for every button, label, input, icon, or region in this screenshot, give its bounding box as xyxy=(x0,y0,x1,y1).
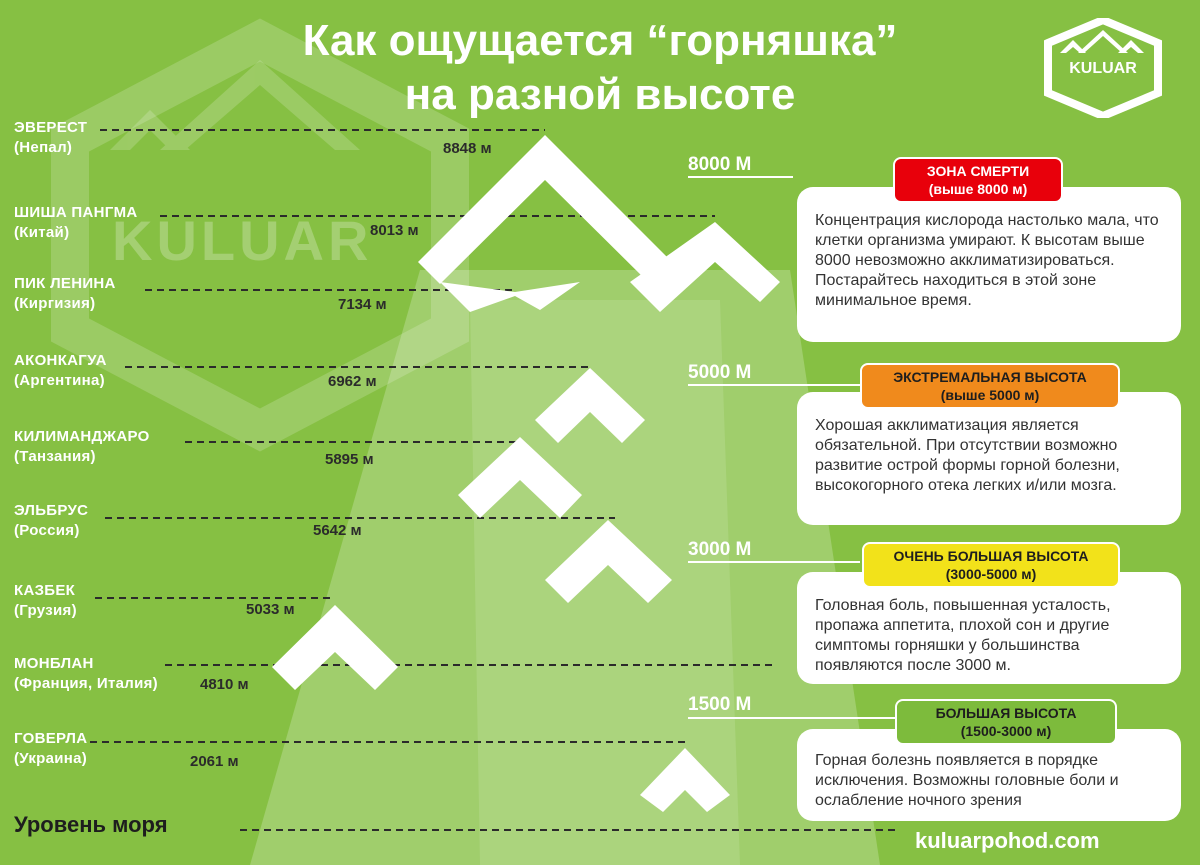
zone-subtitle: (3000-5000 м) xyxy=(945,566,1037,582)
mountain-name: КАЗБЕК xyxy=(14,582,76,599)
mountain-name: ЭВЕРЕСТ xyxy=(14,119,88,136)
mountain-name: КИЛИМАНДЖАРО xyxy=(14,428,150,445)
mountain-country: (Грузия) xyxy=(14,602,77,619)
mountain-country: (Китай) xyxy=(14,224,70,241)
mountain-name: АКОНКАГУА xyxy=(14,352,107,369)
zone-extreme-box: Хорошая акклиматизация является обязательной. При отсутствии возможно развитие острой формы горной болезни, высокогорного отека легких и/или мозга. xyxy=(797,392,1181,525)
mountain-kazbek xyxy=(14,581,77,621)
mountain-country: (Украина) xyxy=(14,750,88,767)
page-title xyxy=(140,14,1060,122)
mountain-height: 6962 м xyxy=(328,373,377,390)
mountain-goverla xyxy=(14,729,87,769)
mountain-everest xyxy=(14,118,87,158)
mountain-name: ЭЛЬБРУС xyxy=(14,502,89,519)
title-line-2: на разной высоте xyxy=(404,70,796,119)
zone-death-header xyxy=(893,157,1063,203)
mountain-country: (Франция, Италия) xyxy=(14,675,158,692)
mountain-country: (Киргизия) xyxy=(14,295,96,312)
mountain-height: 2061 м xyxy=(190,753,239,770)
zone-title: ОЧЕНЬ БОЛЬШАЯ ВЫСОТА xyxy=(893,548,1089,564)
mountain-height: 8848 м xyxy=(443,140,492,157)
zone-title: ЭКСТРЕМАЛЬНАЯ ВЫСОТА xyxy=(893,369,1087,385)
watermark-text: KULUAR xyxy=(112,209,373,272)
scale-1500: 1500 М xyxy=(688,694,752,715)
site-link[interactable]: kuluarpohod.com xyxy=(915,828,1100,853)
title-line-1: Как ощущается “горняшка” xyxy=(302,16,898,65)
mountain-kilimanjaro xyxy=(14,427,150,467)
zone-subtitle: (выше 5000 м) xyxy=(940,387,1040,403)
zone-extreme-header xyxy=(860,363,1120,409)
mountain-aconcagua xyxy=(14,351,107,391)
zone-subtitle: (1500-3000 м) xyxy=(960,723,1052,739)
mountain-lenin-peak xyxy=(14,274,116,314)
sea-level-label: Уровень моря xyxy=(14,812,168,837)
scale-3000: 3000 М xyxy=(688,539,752,560)
mountain-elbrus xyxy=(14,501,88,541)
mountain-country: (Танзания) xyxy=(14,448,96,465)
zone-death-box: Концентрация кислорода настолько мала, что клетки организма умирают. К высотам выше 8000 невозможно акклиматизироваться. Постарайтесь находиться в этой зоне минимальное время. xyxy=(797,187,1181,342)
mountain-name: ШИША ПАНГМА xyxy=(14,204,138,221)
zone-high-header xyxy=(895,699,1117,745)
zone-very-high-box: Головная боль, повышенная усталость, пропажа аппетита, плохой сон и другие симптомы горняшки у большинства появляются после 3000 м. xyxy=(797,572,1181,684)
mountain-height: 5033 м xyxy=(246,601,295,618)
logo-text: KULUAR xyxy=(1069,60,1137,77)
mountain-country: (Россия) xyxy=(14,522,80,539)
zone-title: БОЛЬШАЯ ВЫСОТА xyxy=(935,705,1077,721)
mountain-height: 5895 м xyxy=(325,451,374,468)
mountain-country: (Аргентина) xyxy=(14,372,105,389)
mountain-height: 8013 м xyxy=(370,222,419,239)
mountain-name: ПИК ЛЕНИНА xyxy=(14,275,116,292)
mountain-name: ГОВЕРЛА xyxy=(14,730,88,747)
zone-very-high-header xyxy=(862,542,1120,588)
mountain-country: (Непал) xyxy=(14,139,73,156)
zone-subtitle: (выше 8000 м) xyxy=(928,181,1028,197)
scale-8000: 8000 М xyxy=(688,154,752,175)
mountain-height: 5642 м xyxy=(313,522,362,539)
zone-high-box: Горная болезнь появляется в порядке исключения. Возможны головные боли и ослабление ночного зрения xyxy=(797,729,1181,821)
mountain-shisha-pangma xyxy=(14,203,138,243)
zone-title: ЗОНА СМЕРТИ xyxy=(926,163,1030,179)
mountain-height: 7134 м xyxy=(338,296,387,313)
mountain-name: МОНБЛАН xyxy=(14,655,94,672)
mountain-height: 4810 м xyxy=(200,676,249,693)
mountain-mont-blanc xyxy=(14,654,158,694)
scale-5000: 5000 М xyxy=(688,362,752,383)
